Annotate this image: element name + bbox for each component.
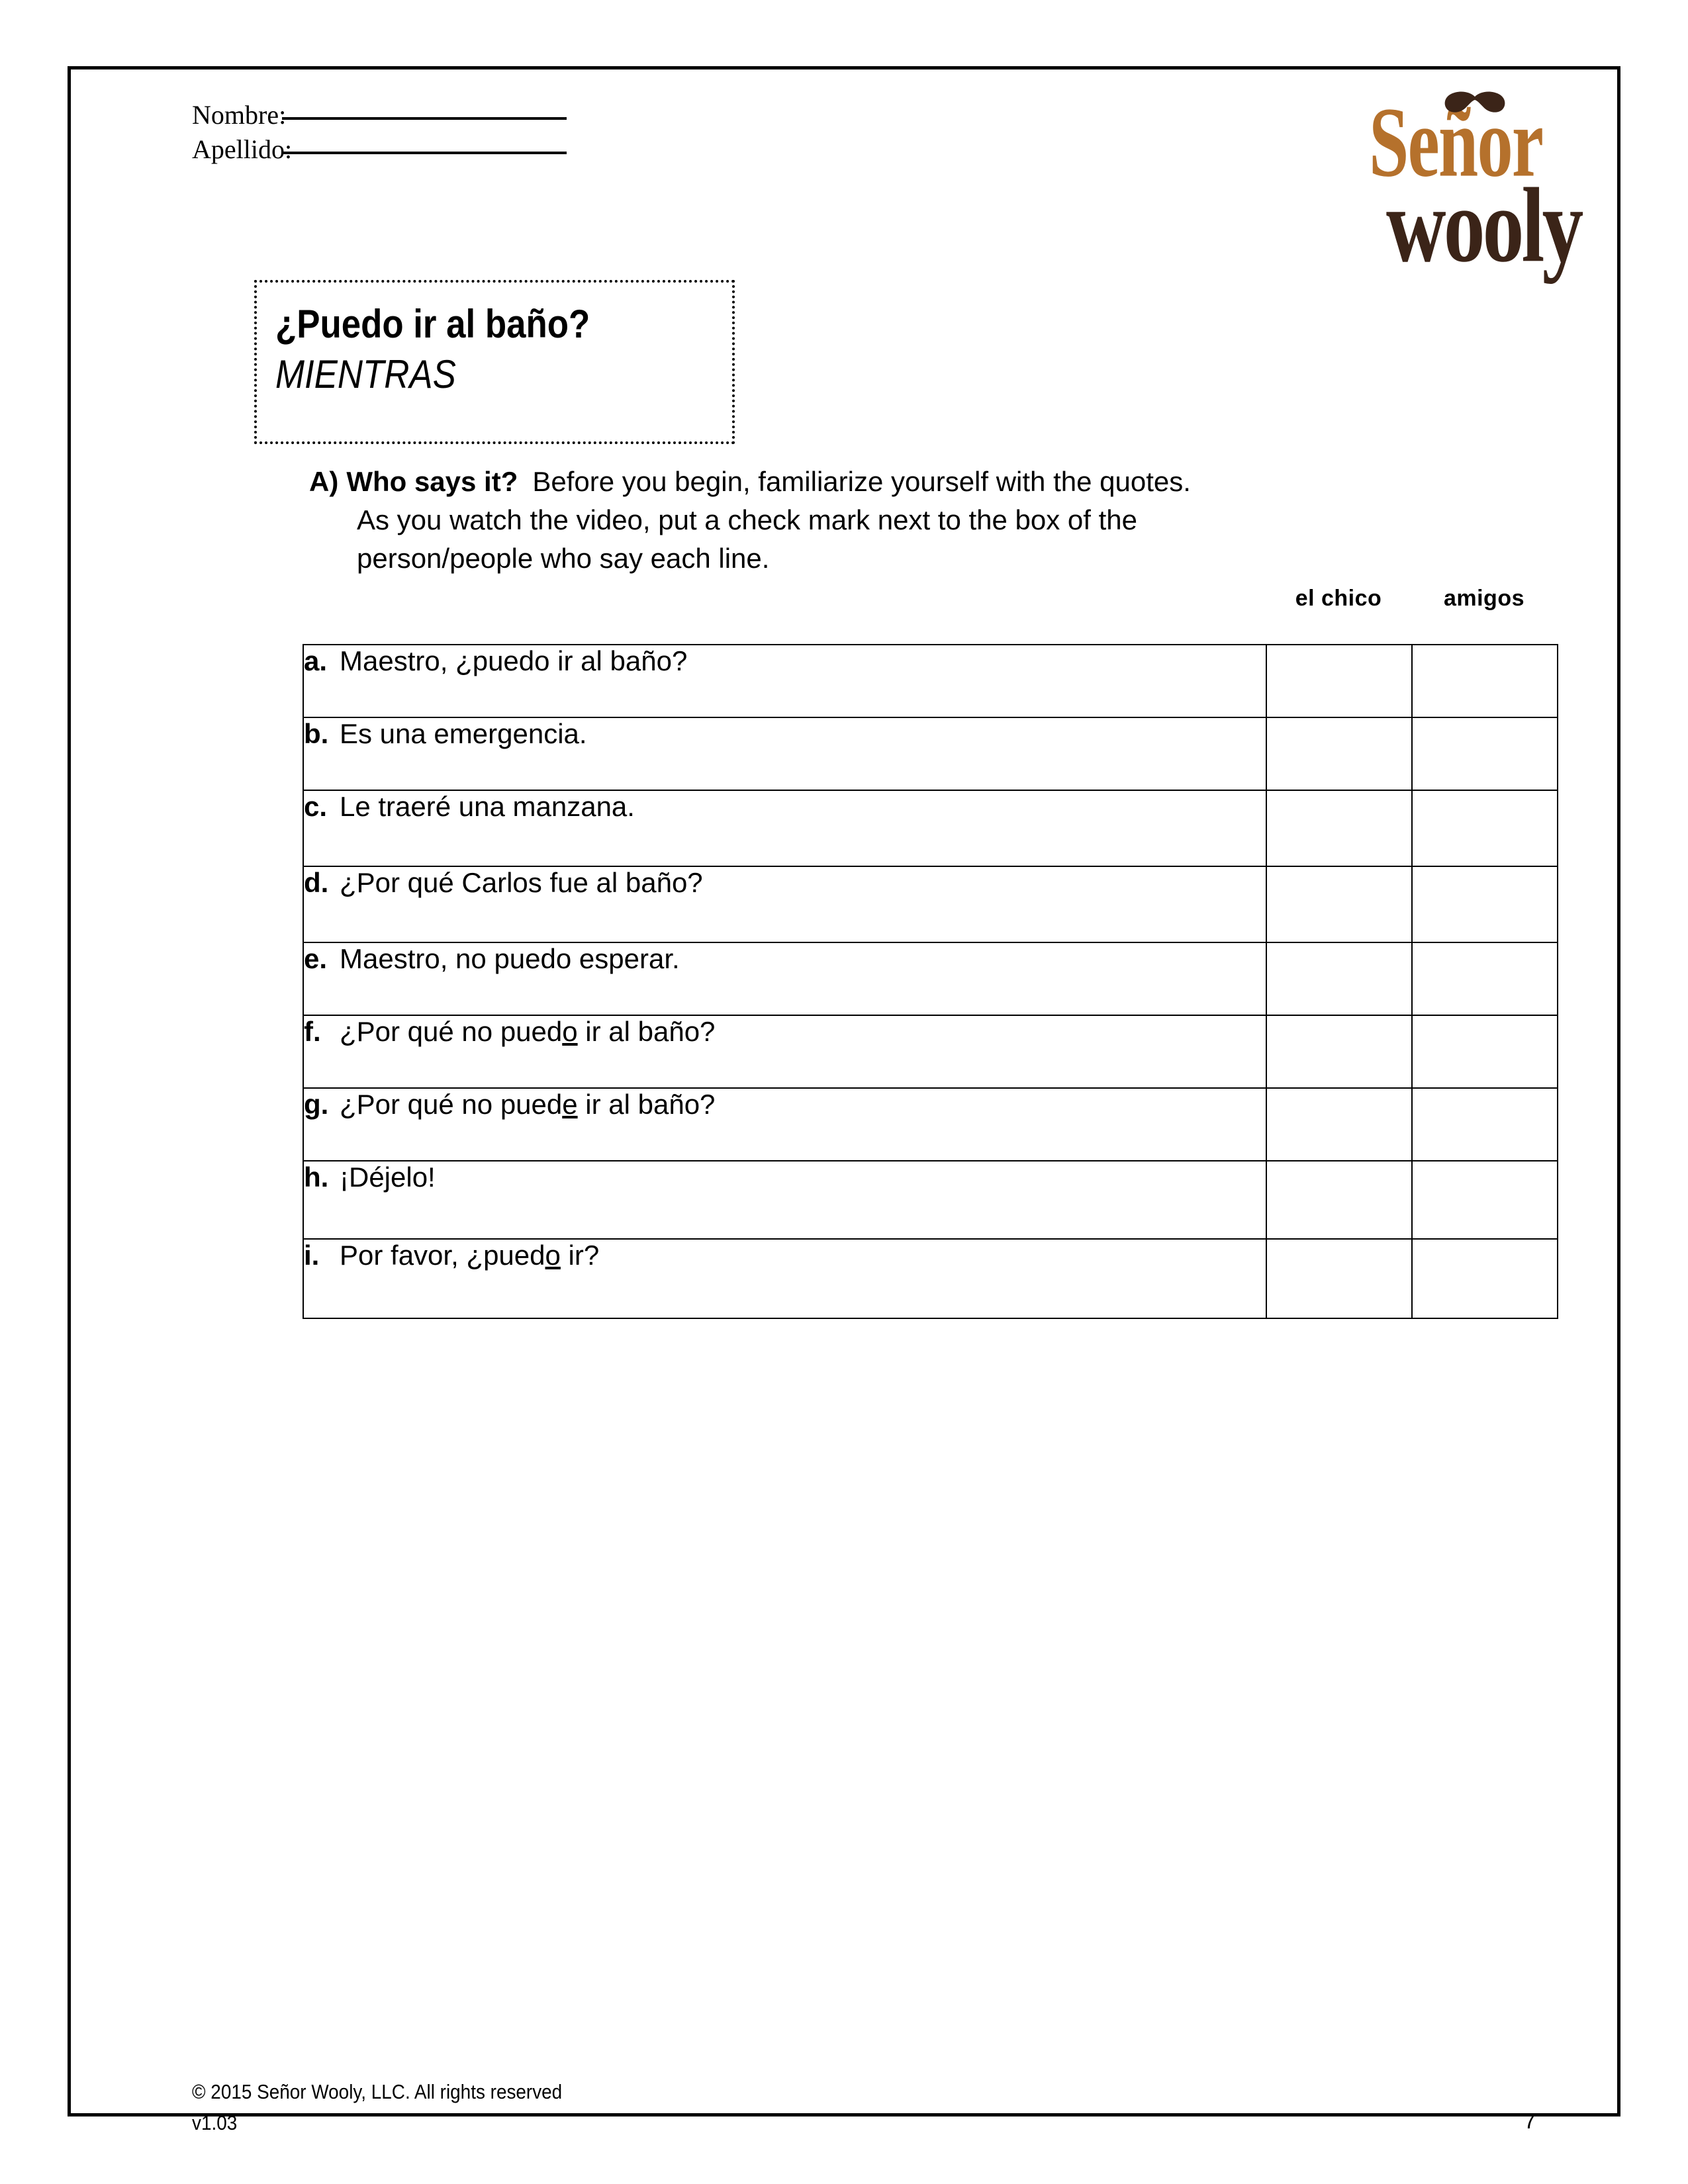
checkbox-cell-amigos[interactable] — [1412, 790, 1558, 866]
quote-text-part: Es una emergencia. — [340, 718, 587, 749]
checkbox-cell-amigos[interactable] — [1412, 1088, 1558, 1161]
checkbox-cell-amigos[interactable] — [1412, 717, 1558, 790]
checkbox-cell-el-chico[interactable] — [1266, 942, 1412, 1015]
page-frame — [68, 66, 1620, 2134]
quote-text-part: Le traeré una manzana. — [340, 791, 635, 822]
quote-letter: b. — [304, 718, 329, 749]
quotes-table — [303, 644, 1558, 1319]
page-number: 7 — [1524, 2109, 1536, 2133]
quote-text — [340, 1240, 599, 1271]
quote-letter: g. — [304, 1089, 329, 1120]
table-row — [303, 645, 1558, 717]
checkbox-cell-el-chico[interactable] — [1266, 1161, 1412, 1239]
table-row — [303, 1239, 1558, 1318]
name-input-line[interactable] — [282, 117, 567, 120]
page-subtitle: MIENTRAS — [275, 352, 456, 396]
quote-cell — [303, 1161, 1266, 1239]
quote-inner — [304, 1089, 1266, 1120]
quote-inner — [304, 943, 1266, 975]
senor-wooly-logo — [1362, 86, 1581, 285]
table-row — [303, 866, 1558, 942]
instruction-text-1: Before you begin, familiarize yourself with the quotes. — [532, 466, 1191, 497]
quote-underlined-ending: o — [562, 1016, 578, 1047]
name-row — [192, 98, 567, 132]
quote-underlined-ending: o — [545, 1240, 561, 1271]
quote-cell — [303, 717, 1266, 790]
quote-letter: e. — [304, 943, 328, 974]
logo-word-senor: Señor — [1369, 87, 1543, 198]
quote-text-part: Por favor, ¿pued — [340, 1240, 545, 1271]
page-title: ¿Puedo ir al baño? — [275, 302, 590, 346]
quote-cell — [303, 1239, 1266, 1318]
table-row — [303, 790, 1558, 866]
quote-letter: a. — [304, 645, 328, 676]
lastname-input-line[interactable] — [282, 152, 567, 154]
activity-letter: A) — [309, 466, 339, 497]
table-row — [303, 942, 1558, 1015]
quote-text-part: Maestro, ¿puedo ir al baño? — [340, 645, 688, 676]
quote-letter: h. — [304, 1161, 329, 1193]
table-row — [303, 1161, 1558, 1239]
quote-text-part: ¿Por qué no pued — [340, 1016, 563, 1047]
quote-text-part: Maestro, no puedo esperar. — [340, 943, 680, 974]
quote-text — [340, 1016, 715, 1048]
table-column-headers — [1266, 586, 1557, 612]
mustache-icon — [1443, 90, 1507, 115]
quote-inner — [304, 1240, 1266, 1271]
lastname-row — [192, 132, 567, 167]
version-text: v1.03 — [192, 2111, 238, 2134]
quote-text-part: ¿Por qué Carlos fue al baño? — [340, 867, 703, 898]
checkbox-cell-amigos[interactable] — [1412, 942, 1558, 1015]
checkbox-cell-el-chico[interactable] — [1266, 790, 1412, 866]
table-row — [303, 1015, 1558, 1088]
activity-prompt: Who says it? — [346, 466, 518, 497]
quote-text — [340, 867, 703, 899]
instruction-line-3: person/people who say each line. — [357, 543, 770, 574]
quote-inner — [304, 1161, 1266, 1193]
checkbox-cell-el-chico[interactable] — [1266, 866, 1412, 942]
checkbox-cell-el-chico[interactable] — [1266, 1015, 1412, 1088]
checkbox-cell-amigos[interactable] — [1412, 866, 1558, 942]
quote-cell — [303, 790, 1266, 866]
quote-text — [340, 1161, 436, 1193]
table-row — [303, 1088, 1558, 1161]
quote-inner — [304, 867, 1266, 899]
logo-word-wooly: wooly — [1386, 165, 1581, 285]
copyright-text: © 2015 Señor Wooly, LLC. All rights reserved — [192, 2080, 563, 2103]
quote-text — [340, 1089, 715, 1120]
checkbox-cell-el-chico[interactable] — [1266, 1239, 1412, 1318]
quote-text — [340, 645, 687, 677]
student-name-block — [192, 98, 567, 167]
column-header-amigos: amigos — [1443, 586, 1525, 611]
checkbox-cell-amigos[interactable] — [1412, 1161, 1558, 1239]
quote-cell — [303, 942, 1266, 1015]
quote-inner — [304, 718, 1266, 750]
checkbox-cell-amigos[interactable] — [1412, 1015, 1558, 1088]
quote-inner — [304, 791, 1266, 823]
checkbox-cell-el-chico[interactable] — [1266, 645, 1412, 717]
table-row — [303, 717, 1558, 790]
quote-text-part: ¡Déjelo! — [340, 1161, 436, 1193]
quote-letter: f. — [304, 1016, 321, 1047]
quote-text — [340, 718, 587, 750]
checkbox-cell-el-chico[interactable] — [1266, 1088, 1412, 1161]
checkbox-cell-el-chico[interactable] — [1266, 717, 1412, 790]
quote-inner — [304, 645, 1266, 677]
quote-letter: i. — [304, 1240, 320, 1271]
quote-underlined-ending: e — [562, 1089, 578, 1120]
instruction-line-1 — [309, 463, 1534, 501]
lastname-label: Apellido: — [192, 134, 293, 164]
quote-cell — [303, 866, 1266, 942]
footer-copyright-block — [192, 2076, 562, 2138]
quote-text — [340, 791, 635, 823]
name-label: Nombre: — [192, 100, 287, 130]
lesson-title-box — [254, 280, 735, 444]
column-header-el-chico: el chico — [1295, 586, 1382, 611]
checkbox-cell-amigos[interactable] — [1412, 645, 1558, 717]
quote-cell — [303, 1015, 1266, 1088]
instruction-line-2: As you watch the video, put a check mark next to the box of the — [357, 504, 1137, 535]
quote-letter: c. — [304, 791, 328, 822]
activity-instructions — [309, 463, 1534, 578]
quote-text-tail: ir al baño? — [577, 1016, 716, 1047]
checkbox-cell-amigos[interactable] — [1412, 1239, 1558, 1318]
quote-text-tail: ir al baño? — [577, 1089, 716, 1120]
quote-inner — [304, 1016, 1266, 1048]
quote-text-part: ¿Por qué no pued — [340, 1089, 563, 1120]
quote-cell — [303, 1088, 1266, 1161]
quote-letter: d. — [304, 867, 329, 898]
quote-text — [340, 943, 680, 975]
quote-cell — [303, 645, 1266, 717]
quote-text-tail: ir? — [560, 1240, 600, 1271]
